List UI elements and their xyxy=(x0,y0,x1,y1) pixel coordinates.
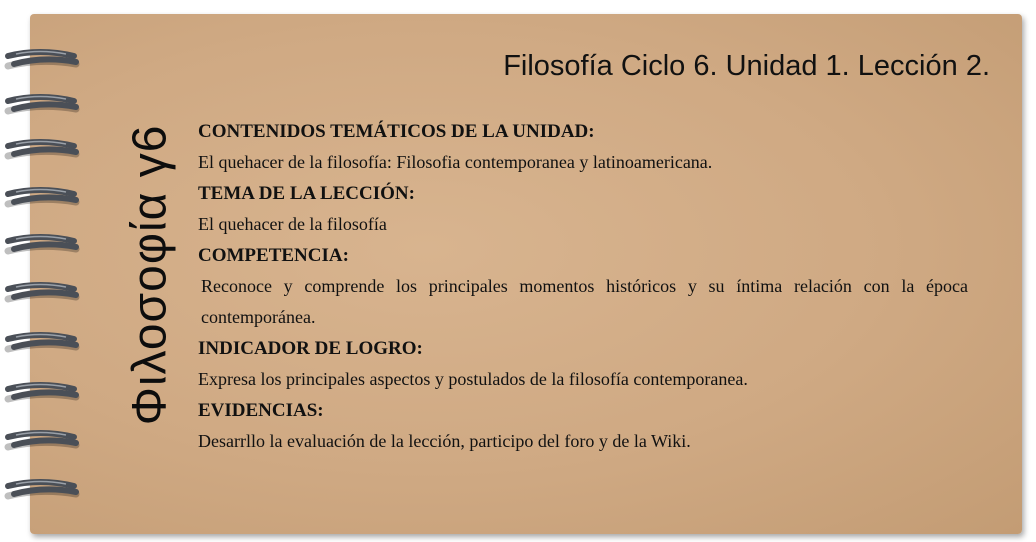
spiral-ring xyxy=(8,335,76,350)
spiral-ring xyxy=(8,237,76,252)
lesson-title: Filosofía Ciclo 6. Unidad 1. Lección 2. xyxy=(503,50,990,82)
spiral-ring xyxy=(8,385,76,400)
section-heading-evidencias: EVIDENCIAS: xyxy=(198,400,324,421)
section-heading-indicador: INDICADOR DE LOGRO: xyxy=(198,338,423,359)
spiral-ring xyxy=(8,97,76,112)
section-text-evidencias: Desarrllo la evaluación de la lección, participo del foro y de la Wiki. xyxy=(198,431,691,451)
spiral-ring xyxy=(8,142,76,157)
spiral-ring xyxy=(8,190,76,205)
section-text-tema: El quehacer de la filosofía xyxy=(198,214,387,234)
vertical-greek-title: Φιλοσοφία γ6 xyxy=(123,124,177,426)
section-text-competencia: Reconoce y comprende los principales momentos históricos y su íntima relación con la época contemporánea. xyxy=(201,276,968,327)
section-text-indicador: Expresa los principales aspectos y postulados de la filosofía contemporanea. xyxy=(198,369,748,389)
spiral-ring xyxy=(8,433,76,448)
spiral-binding xyxy=(0,0,90,542)
section-heading-tema: TEMA DE LA LECCIÓN: xyxy=(198,183,415,204)
section-heading-competencia: COMPETENCIA: xyxy=(198,245,349,266)
spiral-ring xyxy=(8,285,76,300)
section-text-contenidos: El quehacer de la filosofía: Filosofia contemporanea y latinoamericana. xyxy=(198,152,713,172)
spiral-ring xyxy=(8,52,76,67)
lesson-content xyxy=(198,116,968,457)
spiral-ring xyxy=(8,482,76,497)
section-heading-contenidos: CONTENIDOS TEMÁTICOS DE LA UNIDAD: xyxy=(198,121,595,142)
